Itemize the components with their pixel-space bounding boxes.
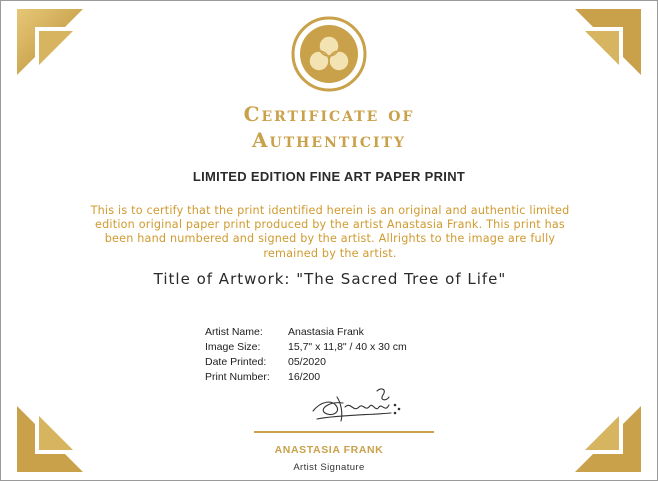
detail-value: Anastasia Frank — [288, 326, 364, 338]
signature-caption: Artist Signature — [293, 462, 365, 473]
detail-row-artist-name — [205, 325, 407, 340]
artist-signature-image — [307, 383, 405, 427]
detail-label: Image Size: — [205, 341, 261, 353]
certificate-title — [1, 101, 657, 153]
certificate-title-line-1: Certificate of — [243, 102, 415, 126]
corner-ornament-top-left-icon — [17, 9, 83, 75]
detail-row-date-printed — [205, 355, 407, 370]
authenticity-statement: This is to certify that the print identified herein is an original and authentic limited edition original paper print produced by the artist Anastasia Frank. This print has been hand numbered and signed by the artist. Allrights to the image are fully remained by the artist. — [90, 204, 570, 260]
signature-line — [254, 431, 434, 433]
detail-label: Date Printed: — [205, 356, 267, 368]
corner-ornament-top-right-icon — [575, 9, 641, 75]
detail-row-image-size — [205, 340, 407, 355]
certificate-subtitle: LIMITED EDITION FINE ART PAPER PRINT — [192, 169, 466, 184]
detail-label: Print Number: — [205, 371, 270, 383]
signer-name: ANASTASIA FRANK — [274, 444, 384, 456]
detail-value: 16/200 — [288, 371, 321, 383]
three-circles-seal-icon — [290, 15, 368, 93]
detail-label: Artist Name: — [205, 326, 263, 338]
detail-value: 05/2020 — [288, 356, 326, 368]
artwork-details — [205, 325, 407, 385]
artwork-title: Title of Artwork: "The Sacred Tree of Life" — [153, 270, 507, 288]
detail-value: 15,7" x 11,8" / 40 x 30 cm — [288, 341, 407, 353]
certificate-title-line-2: Authenticity — [252, 128, 406, 152]
